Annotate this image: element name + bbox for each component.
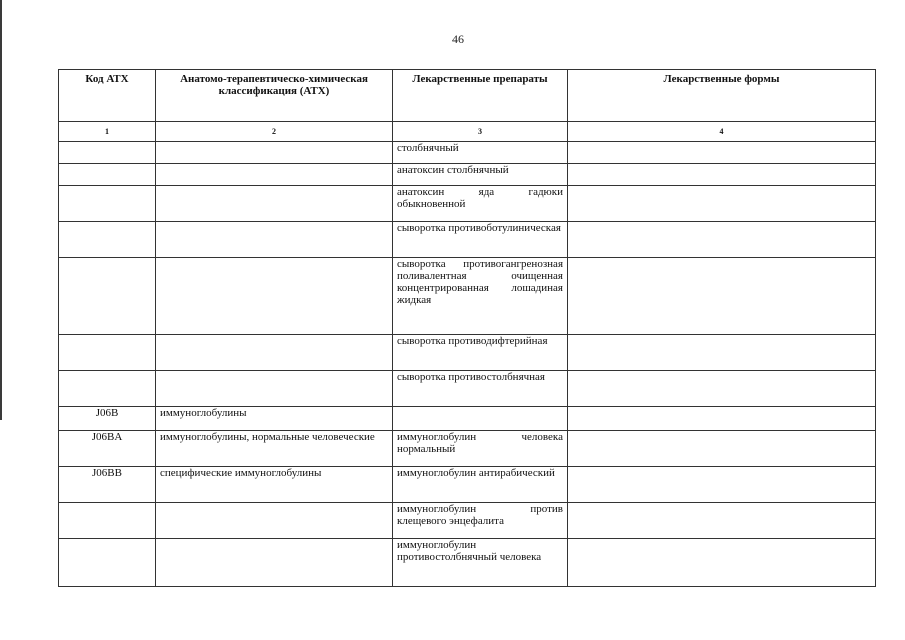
header-row [59, 70, 876, 122]
atc-code-cell [59, 186, 156, 222]
drug-cell: сыворотка противоботулиническая [393, 222, 568, 258]
classification-cell [156, 164, 393, 186]
column-number: 3 [393, 122, 568, 142]
column-number: 1 [59, 122, 156, 142]
table-row [59, 186, 876, 222]
page-number: 46 [452, 32, 464, 46]
form-cell [568, 142, 876, 164]
table-row [59, 503, 876, 539]
atc-code-cell [59, 335, 156, 371]
classification-cell [156, 258, 393, 335]
classification-cell [156, 335, 393, 371]
drug-cell: анатоксин столбнячный [393, 164, 568, 186]
drug-cell: сыворотка противогангренозная поливалентная очищенная концентрированная лошадиная жидкая [393, 258, 568, 335]
column-number: 4 [568, 122, 876, 142]
atc-code-cell [59, 503, 156, 539]
form-cell [568, 467, 876, 503]
table-row [59, 335, 876, 371]
form-cell [568, 186, 876, 222]
drug-cell: сыворотка противодифтерийная [393, 335, 568, 371]
atc-code-cell [59, 164, 156, 186]
form-cell [568, 539, 876, 587]
form-cell [568, 258, 876, 335]
form-cell [568, 164, 876, 186]
drug-cell: иммуноглобулин против клещевого энцефалита [393, 503, 568, 539]
atc-code-cell: J06BB [59, 467, 156, 503]
column-number-row [59, 122, 876, 142]
atc-code-cell [59, 371, 156, 407]
classification-cell: специфические иммуноглобулины [156, 467, 393, 503]
table-row [59, 407, 876, 431]
atc-code-cell [59, 258, 156, 335]
table-row [59, 142, 876, 164]
scan-edge-line [0, 0, 2, 420]
table-row [59, 431, 876, 467]
form-cell [568, 503, 876, 539]
form-cell [568, 335, 876, 371]
classification-cell [156, 503, 393, 539]
atc-code-cell: J06B [59, 407, 156, 431]
drug-cell: иммуноглобулин человека нормальный [393, 431, 568, 467]
header-dosage-forms: Лекарственные формы [568, 70, 876, 122]
table-row [59, 539, 876, 587]
form-cell [568, 222, 876, 258]
form-cell [568, 371, 876, 407]
form-cell [568, 431, 876, 467]
classification-cell [156, 142, 393, 164]
classification-cell: иммуноглобулины [156, 407, 393, 431]
column-number: 2 [156, 122, 393, 142]
table-row [59, 371, 876, 407]
drug-cell: анатоксин яда гадюки обыкновенной [393, 186, 568, 222]
atc-code-cell [59, 222, 156, 258]
classification-cell [156, 222, 393, 258]
form-cell [568, 407, 876, 431]
drug-cell: столбнячный [393, 142, 568, 164]
table-row [59, 222, 876, 258]
drug-cell: сыворотка противостолбнячная [393, 371, 568, 407]
drug-cell [393, 407, 568, 431]
atc-table [58, 69, 876, 587]
classification-cell [156, 539, 393, 587]
atc-code-cell [59, 539, 156, 587]
atc-code-cell: J06BA [59, 431, 156, 467]
header-atc-classification: Анатомо-терапевтическо-химическая классификация (АТХ) [156, 70, 393, 122]
classification-cell: иммуноглобулины, нормальные человеческие [156, 431, 393, 467]
drug-cell: иммуноглобулин антирабический [393, 467, 568, 503]
classification-cell [156, 186, 393, 222]
table-row [59, 164, 876, 186]
atc-code-cell [59, 142, 156, 164]
header-atc-code: Код АТХ [59, 70, 156, 122]
table-row [59, 467, 876, 503]
header-drugs: Лекарственные препараты [393, 70, 568, 122]
drug-cell: иммуноглобулин противостолбнячный человека [393, 539, 568, 587]
table-row [59, 258, 876, 335]
classification-cell [156, 371, 393, 407]
